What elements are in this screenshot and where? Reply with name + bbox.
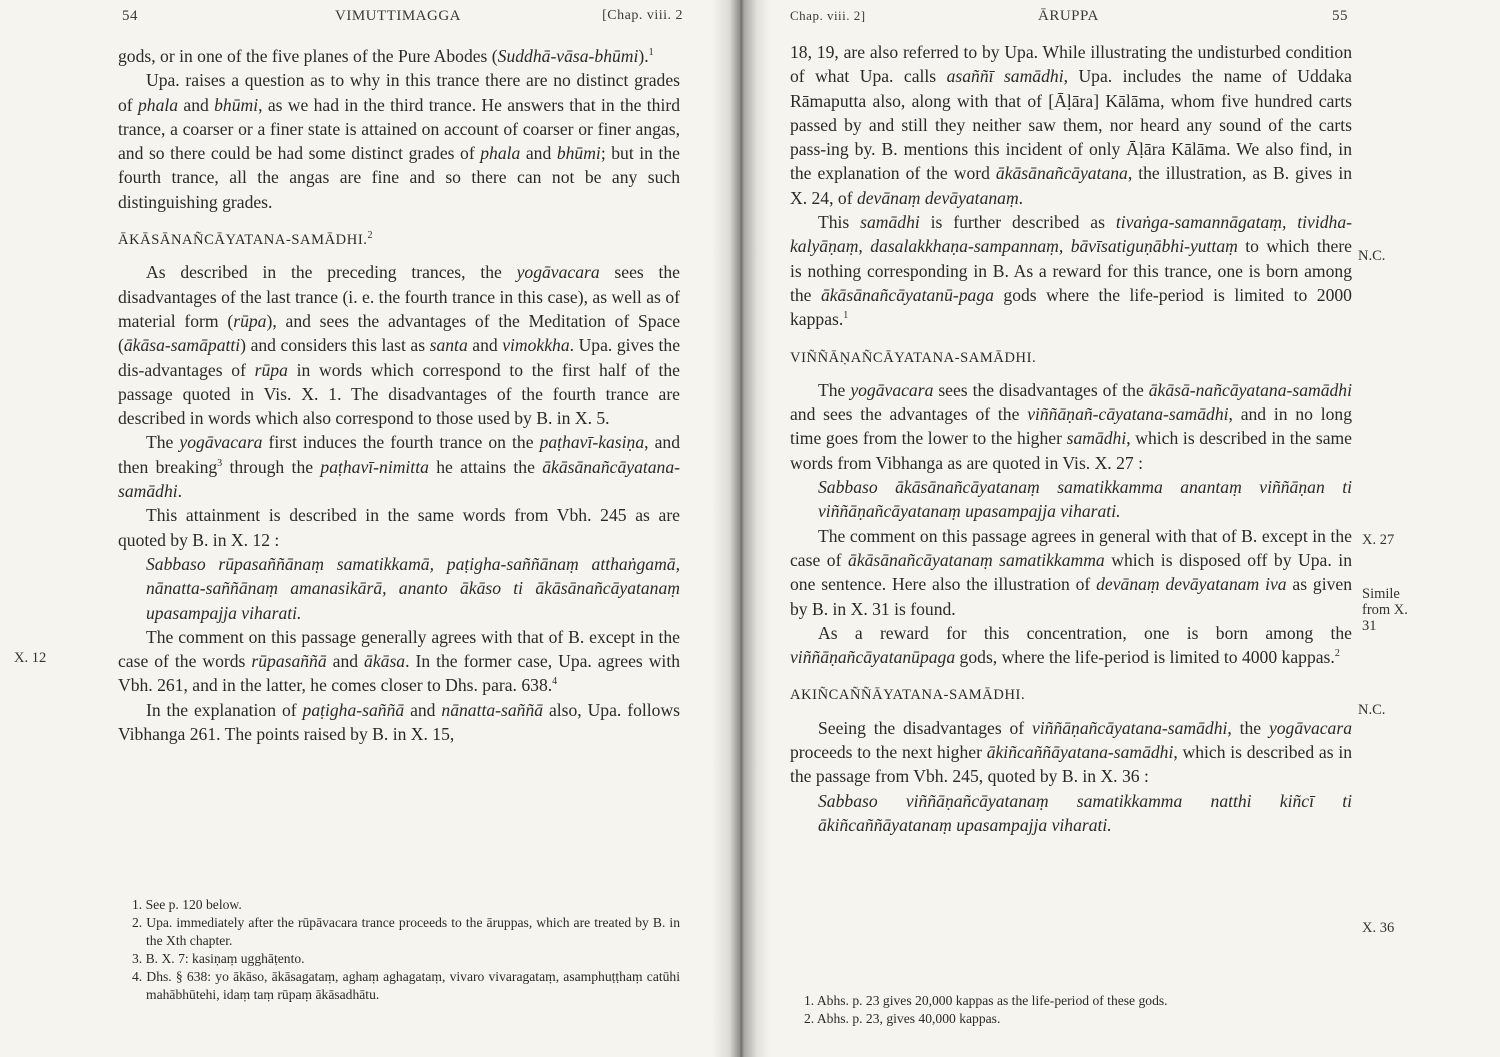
left-page-number: 54	[122, 8, 138, 24]
right-running-head	[790, 4, 1352, 30]
left-footnote: 3. B. X. 7: kasiṇaṃ ugghāṭento.	[132, 951, 305, 966]
right-paragraph: As a reward for this concentration, one is born among the viññāṇañcāyatanūpaga gods, where the life-period is limited to 4000 kappas.$^2$	[790, 622, 1352, 668]
left-page	[0, 0, 740, 1057]
right-pali-quotation: Sabbaso ākāsānañcāyatanaṃ samatikkamma anantaṃ viññāṇan ti viññāṇañcāyatanaṃ upasampajja viharati.	[818, 477, 1352, 522]
left-running-head	[118, 4, 683, 30]
right-running-title: ĀRUPPA	[1038, 8, 1099, 24]
right-page-number: 55	[1332, 8, 1348, 24]
left-paragraph: In the explanation of paṭigha-saññā and nānatta-saññā also, Upa. follows Vibhanga 261. The points raised by B. in X. 15,	[118, 699, 680, 745]
left-paragraph: The comment on this passage generally agrees with that of B. except in the case of the words rūpasaññā and ākāsa. In the former case, Upa. agrees with Vbh. 261, and in the latter, he comes closer to Dhs. para. 638.$^4$	[118, 626, 681, 696]
right-footnotes	[790, 992, 1352, 1028]
right-pali-quotation: Sabbaso viññāṇañcāyatanaṃ samatikkamma natthi kiñcī ti ākiñcaññāyatanaṃ upasampajja viharati.	[818, 790, 1352, 835]
left-paragraph: gods, or in one of the five planes of the Pure Abodes (Suddhā-vāsa-bhūmi).$^1$	[118, 46, 654, 66]
left-footnotes	[118, 896, 680, 1004]
left-pali-quotation: Sabbaso rūpasaññānaṃ samatikkamā, paṭigha-saññānaṃ atthaṅgamā, nānatta-saññānaṃ amanasikārā, ananto ākāso ti ākāsānañcāyatanaṃ upasampajja viharati.	[146, 553, 680, 623]
left-footnote: 2. Upa. immediately after the rūpāvacara trance proceeds to the āruppas, which are treated by B. in the Xth chapter.	[132, 915, 680, 948]
left-footnote: 1. See p. 120 below.	[132, 897, 242, 912]
right-section-heading: AKIÑCAÑÑĀYATANA-SAMĀDHI.	[790, 687, 1026, 704]
right-footnote: 2. Abhs. p. 23, gives 40,000 kappas.	[804, 1011, 1001, 1026]
left-section-heading: ĀKĀSĀNAÑCĀYATANA-SAMĀDHI.$^2$	[118, 230, 374, 249]
left-paragraph: The yogāvacara first induces the fourth trance on the paṭhavī-kasiṇa, and then breaking$^3$ through the paṭhavī-nimitta he attains the ākāsānañcāyatana-samādhi.	[118, 432, 681, 502]
right-body-text	[790, 40, 1352, 837]
margin-note-nc-2: N.C.	[1358, 702, 1386, 718]
margin-note-x36: X. 36	[1362, 920, 1395, 936]
right-footnote: 1. Abhs. p. 23 gives 20,000 kappas as the life-period of these gods.	[804, 993, 1168, 1008]
margin-note-x27: X. 27	[1362, 532, 1395, 548]
left-running-title: VIMUTTIMAGGA	[335, 8, 461, 24]
margin-note-simile: Simile from X. 31	[1362, 586, 1408, 634]
right-section-heading: VIÑÑĀṆAÑCĀYATANA-SAMĀDHI.	[790, 349, 1037, 366]
right-paragraph: Seeing the disadvantages of viññāṇañcāyatana-samādhi, the yogāvacara proceeds to the next higher ākiñcaññāyatana-samādhi, which is described as in the passage from Vbh. 245, quoted by B. in X. 36 :	[790, 717, 1353, 787]
margin-note-nc-1: N.C.	[1358, 248, 1386, 264]
right-paragraph: 18, 19, are also referred to by Upa. While illustrating the undisturbed condition of what Upa. calls asaññī samādhi, Upa. includes the name of Uddaka Rāmaputta also, along with that of [Āḷāra] Kālāma, whom five hundred carts passed by and still they neither saw them, nor heard any sound of the carts pass-ing by. B. mentions this incident of only Āḷāra Kālāma. We also find, in the explanation of the word ākāsānañcāyatana, the illustration, as B. gives in X. 24, of devānaṃ devāyatanaṃ.	[790, 42, 1353, 208]
right-paragraph: This samādhi is further described as tivaṅga-samannāgataṃ, tividha-kalyāṇaṃ, dasalakkhaṇa-sampannaṃ, bāvīsatiguṇābhi-yuttaṃ to which there is nothing corresponding in B. As a reward for this trance, one is born among the ākāsānañcāyatanū-paga gods where the life-period is limited to 2000 kappas.$^1$	[790, 212, 1352, 330]
right-paragraph: The comment on this passage agrees in general with that of B. except in the case of ākāsānañcāyatanaṃ samatikkamma which is disposed off by Upa. in one sentence. Here also the illustration of devānaṃ devāyatanam iva as given by B. in X. 31 is found.	[790, 525, 1353, 619]
left-chapter-ref: [Chap. viii. 2	[602, 8, 683, 23]
left-body-text	[118, 44, 680, 746]
left-paragraph: Upa. raises a question as to why in this trance there are no distinct grades of phala and bhūmi, as we had in the third trance. He answers that in the third trance, a coarser or a finer state is attained on account of coarser or finer angas, and so there could be had some distinct grades of phala and bhūmi; but in the fourth trance, all the angas are fine and so there can not be any such distinguishing grades.	[118, 70, 680, 212]
left-paragraph: This attainment is described in the same words from Vbh. 245 as are quoted by B. in X. 12 :	[118, 505, 680, 550]
right-page	[760, 0, 1500, 1057]
right-paragraph: The yogāvacara sees the disadvantages of the ākāsā-nañcāyatana-samādhi and sees the advantages of the viññāṇañ-cāyatana-samādhi, and in no long time goes from the lower to the higher samādhi, which is described in the same words from Vibhanga as are quoted in Vis. X. 27 :	[790, 379, 1352, 473]
right-chapter-ref: Chap. viii. 2]	[790, 8, 866, 23]
left-paragraph: As described in the preceding trances, the yogāvacara sees the disadvantages of the last trance (i. e. the fourth trance in this case), as well as of material form (rūpa), and sees the advantages of the Meditation of Space (ākāsa-samāpatti) and considers this last as santa and vimokkha. Upa. gives the dis-advantages of rūpa in words which correspond to the first half of the passage quoted in Vis. X. 1. The disadvantages of the fourth trance are described in words which also correspond to those used by B. in X. 5.	[118, 262, 681, 429]
left-footnote: 4. Dhs. § 638: yo ākāso, ākāsagataṃ, aghaṃ aghagataṃ, vivaro vivaragataṃ, asamphuṭṭhaṃ catūhi mahābhūtehi, idaṃ taṃ rūpaṃ ākāsadhātu.	[132, 969, 680, 1002]
margin-note-x12: X. 12	[14, 650, 47, 666]
